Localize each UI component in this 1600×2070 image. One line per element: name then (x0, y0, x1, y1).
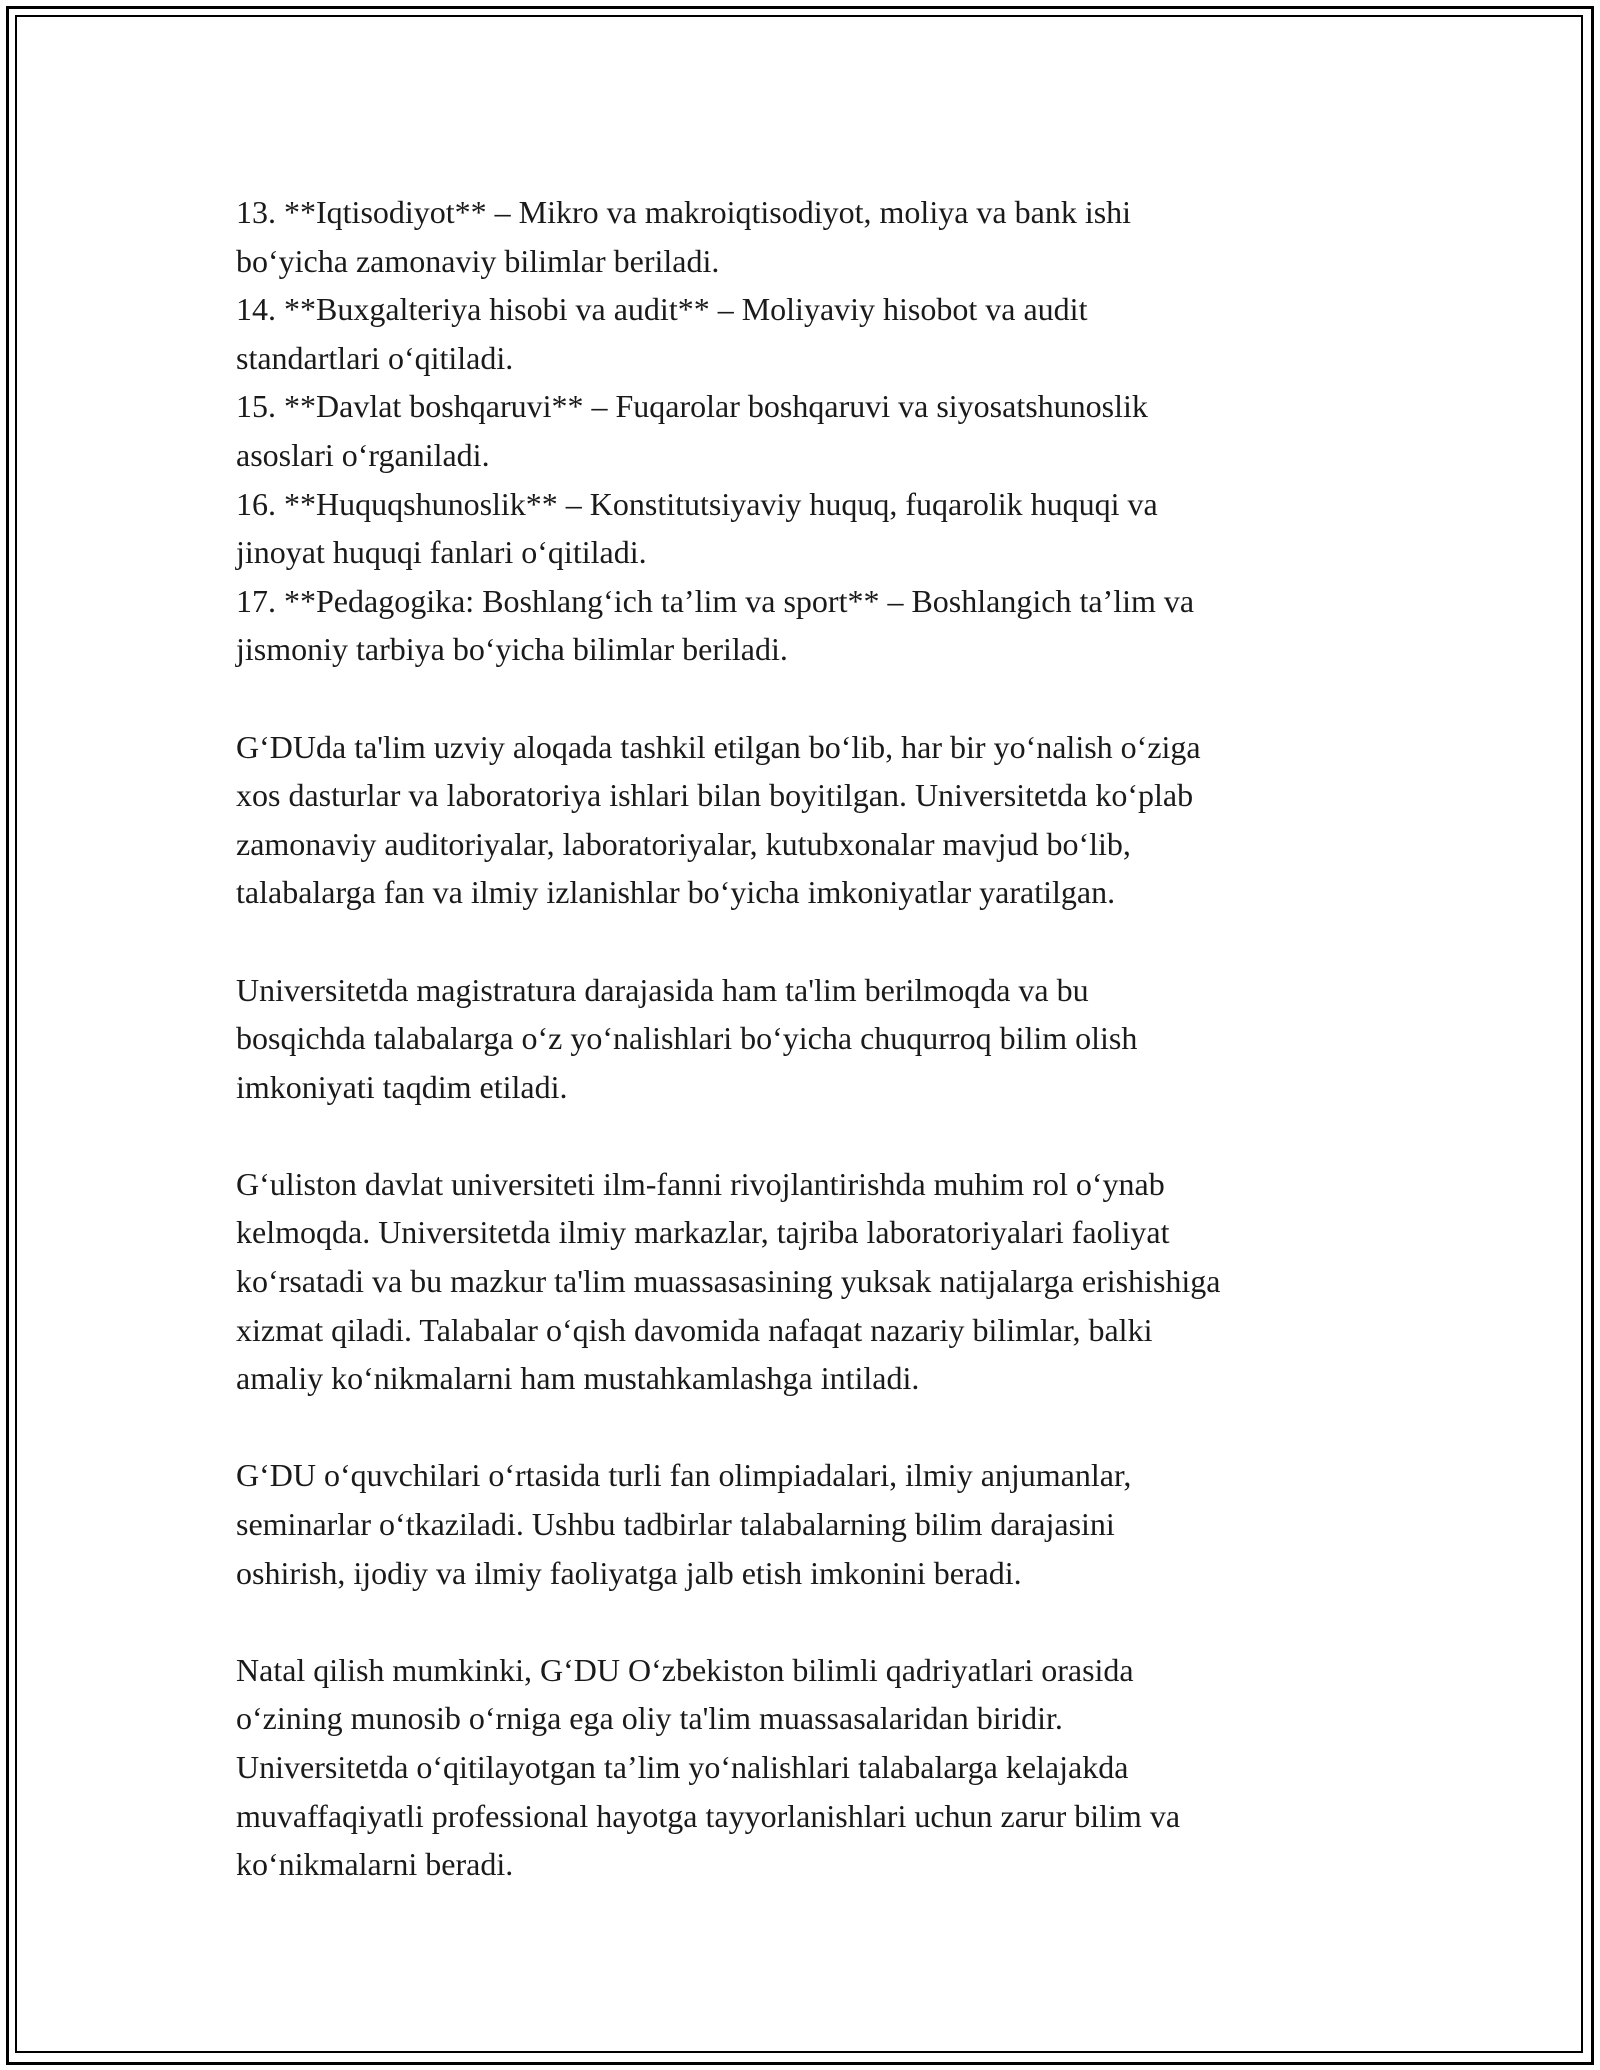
numbered-list (236, 188, 1396, 674)
list-item: 15. **Davlat boshqaruvi** – Fuqarolar boshqaruvi va siyosatshunoslik asoslari o‘rganiladi. (236, 388, 1148, 473)
paragraph-conclusion: Natal qilish mumkinki, G‘DU O‘zbekiston bilimli qadriyatlari orasida o‘zining munosib o‘rniga ega oliy ta'lim muassasalaridan biridir. Universitetda o‘qitilayotgan ta’lim yo‘nalishlari talabalarga kelajakda muvaffaqiyatli professional hayotga tayyorlanishlari uchun zarur bilim va ko‘nikmalarni beradi. (236, 1651, 1181, 1883)
paragraph-science: G‘uliston davlat universiteti ilm-fanni rivojlantirishda muhim rol o‘ynab kelmoqda. Universitetda ilmiy markazlar, tajriba laboratoriyalari faoliyat ko‘rsatadi va bu mazkur ta'lim muassasasining yuksak natijalarga erishishiga xizmat qiladi. Talabalar o‘qish davomida nafaqat nazariy bilimlar, balki amaliy ko‘nikmalarni ham mustahkamlashga intiladi. (236, 1165, 1221, 1397)
list-item: 17. **Pedagogika: Boshlang‘ich ta’lim va sport** – Boshlangich ta’lim va jismoniy tarbiya bo‘yicha bilimlar beriladi. (236, 582, 1195, 668)
list-item: 16. **Huquqshunoslik** – Konstitutsiyaviy huquq, fuqarolik huquqi va jinoyat huquqi fanlari o‘qitiladi. (236, 485, 1158, 571)
paragraph-education-structure: G‘DUda ta'lim uzviy aloqada tashkil etilgan bo‘lib, har bir yo‘nalish o‘ziga xos dasturlar va laboratoriya ishlari bilan boyitilgan. Universitetda ko‘plab zamonaviy auditoriyalar, laboratoriyalar, kutubxonalar mavjud bo‘lib, talabalarga fan va ilmiy izlanishlar bo‘yicha imkoniyatlar yaratilgan. (236, 728, 1201, 911)
paragraph-masters: Universitetda magistratura darajasida ham ta'lim berilmoqda va bu bosqichda talabalarga o‘z yo‘nalishlari bo‘yicha chuqurroq bilim olish imkoniyati taqdim etiladi. (236, 971, 1138, 1105)
list-item: 14. **Buxgalteriya hisobi va audit** – Moliyaviy hisobot va audit standartlari o‘qitiladi. (236, 291, 1088, 376)
paragraph-olympiads: G‘DU o‘quvchilari o‘rtasida turli fan olimpiadalari, ilmiy anjumanlar, seminarlar o‘tkaziladi. Ushbu tadbirlar talabalarning bilim darajasini oshirish, ijodiy va ilmiy faoliyatga jalb etish imkonini beradi. (236, 1457, 1132, 1591)
list-item: 13. **Iqtisodiyot** – Mikro va makroiqtisodiyot, moliya va bank ishi bo‘yicha zamonaviy bilimlar beriladi. (236, 194, 1132, 279)
document-body (236, 188, 1396, 1889)
